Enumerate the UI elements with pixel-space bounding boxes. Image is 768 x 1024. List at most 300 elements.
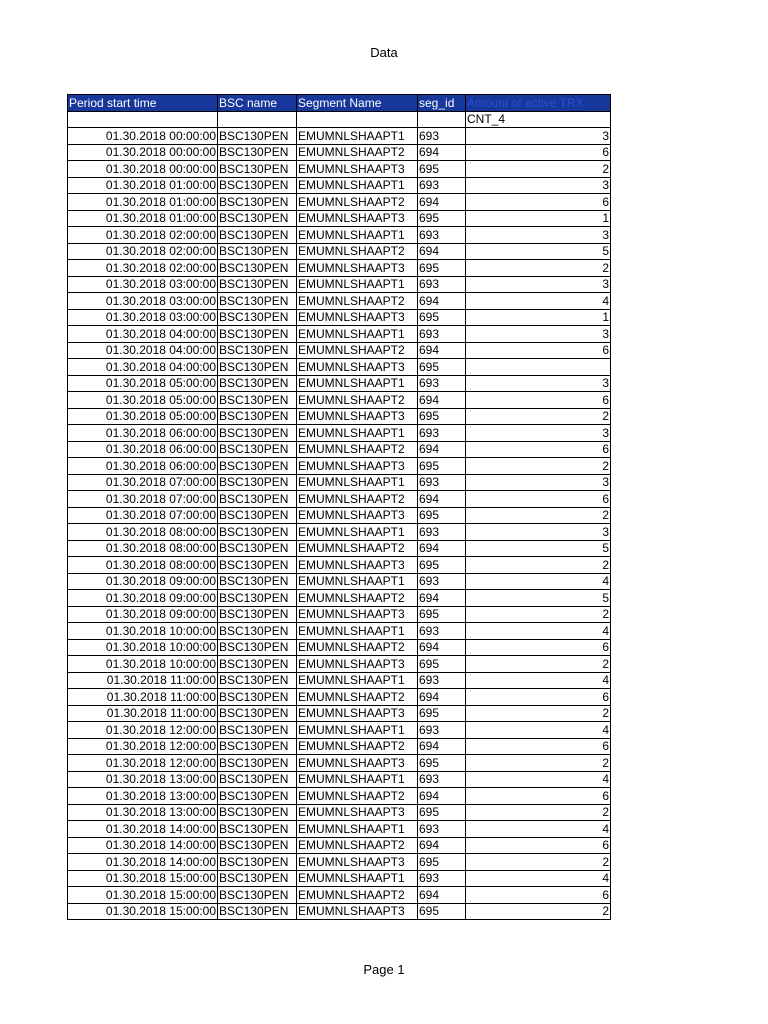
segment-name-cell: EMUMNLSHAAPT3 — [297, 359, 418, 376]
bsc-name-cell: BSC130PEN — [218, 804, 297, 821]
segment-name-cell: EMUMNLSHAAPT1 — [297, 722, 418, 739]
bsc-name-cell: BSC130PEN — [218, 194, 297, 211]
segment-name-cell: EMUMNLSHAAPT2 — [297, 441, 418, 458]
bsc-name-cell: BSC130PEN — [218, 491, 297, 508]
column-header-seg-id: seg_id — [418, 95, 466, 112]
bsc-name-cell: BSC130PEN — [218, 293, 297, 310]
table-row — [68, 408, 611, 425]
period-start-time-cell: 01.30.2018 10:00:00 — [68, 656, 218, 673]
table-row — [68, 590, 611, 607]
seg-id-cell: 695 — [418, 705, 466, 722]
active-trx-cell: 2 — [466, 656, 611, 673]
period-start-time-cell: 01.30.2018 13:00:00 — [68, 788, 218, 805]
period-start-time-cell: 01.30.2018 13:00:00 — [68, 804, 218, 821]
segment-name-cell: EMUMNLSHAAPT1 — [297, 623, 418, 640]
period-start-time-cell: 01.30.2018 06:00:00 — [68, 425, 218, 442]
table-row — [68, 342, 611, 359]
segment-name-cell: EMUMNLSHAAPT1 — [297, 524, 418, 541]
seg-id-cell: 695 — [418, 161, 466, 178]
bsc-name-cell: BSC130PEN — [218, 161, 297, 178]
active-trx-cell: 3 — [466, 326, 611, 343]
period-start-time-cell: 01.30.2018 05:00:00 — [68, 408, 218, 425]
bsc-name-cell: BSC130PEN — [218, 540, 297, 557]
bsc-name-cell: BSC130PEN — [218, 458, 297, 475]
period-start-time-cell: 01.30.2018 04:00:00 — [68, 359, 218, 376]
table-row — [68, 722, 611, 739]
bsc-name-cell: BSC130PEN — [218, 342, 297, 359]
table-row — [68, 837, 611, 854]
bsc-name-cell: BSC130PEN — [218, 573, 297, 590]
segment-name-cell: EMUMNLSHAAPT2 — [297, 392, 418, 409]
table-row — [68, 441, 611, 458]
active-trx-cell: 1 — [466, 309, 611, 326]
segment-name-cell: EMUMNLSHAAPT1 — [297, 227, 418, 244]
table-row — [68, 804, 611, 821]
segment-name-cell: EMUMNLSHAAPT2 — [297, 590, 418, 607]
table-row — [68, 375, 611, 392]
period-start-time-cell: 01.30.2018 15:00:00 — [68, 903, 218, 920]
active-trx-cell: 6 — [466, 491, 611, 508]
period-start-time-cell: 01.30.2018 12:00:00 — [68, 722, 218, 739]
column-header-period-start-time: Period start time — [68, 95, 218, 112]
active-trx-cell: 4 — [466, 672, 611, 689]
active-trx-cell: 4 — [466, 293, 611, 310]
bsc-name-cell: BSC130PEN — [218, 788, 297, 805]
seg-id-cell: 693 — [418, 177, 466, 194]
period-start-time-cell: 01.30.2018 00:00:00 — [68, 144, 218, 161]
active-trx-cell: 2 — [466, 161, 611, 178]
table-row — [68, 705, 611, 722]
seg-id-cell: 693 — [418, 425, 466, 442]
active-trx-cell: 2 — [466, 606, 611, 623]
active-trx-cell: 2 — [466, 755, 611, 772]
column-header-amount-active-trx: Amount of active TRX — [466, 95, 611, 112]
seg-id-cell: 693 — [418, 276, 466, 293]
segment-name-cell: EMUMNLSHAAPT1 — [297, 672, 418, 689]
bsc-name-cell: BSC130PEN — [218, 623, 297, 640]
period-start-time-cell: 01.30.2018 12:00:00 — [68, 755, 218, 772]
period-start-time-cell: 01.30.2018 06:00:00 — [68, 441, 218, 458]
active-trx-cell: 2 — [466, 804, 611, 821]
active-trx-cell — [466, 359, 611, 376]
table-row — [68, 326, 611, 343]
bsc-name-cell: BSC130PEN — [218, 903, 297, 920]
table-row — [68, 507, 611, 524]
bsc-name-cell: BSC130PEN — [218, 821, 297, 838]
seg-id-cell: 694 — [418, 639, 466, 656]
seg-id-cell: 695 — [418, 804, 466, 821]
table-row — [68, 821, 611, 838]
seg-id-cell: 694 — [418, 342, 466, 359]
period-start-time-cell: 01.30.2018 03:00:00 — [68, 293, 218, 310]
period-start-time-cell: 01.30.2018 00:00:00 — [68, 128, 218, 145]
period-start-time-cell: 01.30.2018 05:00:00 — [68, 392, 218, 409]
table-row — [68, 194, 611, 211]
seg-id-cell: 694 — [418, 837, 466, 854]
segment-name-cell: EMUMNLSHAAPT2 — [297, 738, 418, 755]
table-row — [68, 425, 611, 442]
seg-id-cell: 695 — [418, 458, 466, 475]
segment-name-cell: EMUMNLSHAAPT1 — [297, 276, 418, 293]
segment-name-cell: EMUMNLSHAAPT1 — [297, 870, 418, 887]
seg-id-cell: 693 — [418, 128, 466, 145]
period-start-time-cell: 01.30.2018 01:00:00 — [68, 194, 218, 211]
segment-name-cell: EMUMNLSHAAPT1 — [297, 128, 418, 145]
period-start-time-cell: 01.30.2018 01:00:00 — [68, 177, 218, 194]
segment-name-cell: EMUMNLSHAAPT1 — [297, 821, 418, 838]
segment-name-cell: EMUMNLSHAAPT1 — [297, 573, 418, 590]
active-trx-cell: 3 — [466, 276, 611, 293]
table-row — [68, 491, 611, 508]
page-footer: Page 1 — [363, 962, 405, 977]
bsc-name-cell: BSC130PEN — [218, 656, 297, 673]
active-trx-cell: 2 — [466, 557, 611, 574]
bsc-name-cell: BSC130PEN — [218, 606, 297, 623]
active-trx-cell: 6 — [466, 392, 611, 409]
active-trx-cell: 6 — [466, 639, 611, 656]
segment-name-cell: EMUMNLSHAAPT2 — [297, 194, 418, 211]
bsc-name-cell: BSC130PEN — [218, 260, 297, 277]
subheader-cell-cnt: CNT_4 — [466, 111, 611, 128]
segment-name-cell: EMUMNLSHAAPT3 — [297, 606, 418, 623]
table-row — [68, 359, 611, 376]
segment-name-cell: EMUMNLSHAAPT3 — [297, 260, 418, 277]
table-row — [68, 887, 611, 904]
period-start-time-cell: 01.30.2018 08:00:00 — [68, 557, 218, 574]
seg-id-cell: 694 — [418, 144, 466, 161]
table-row — [68, 854, 611, 871]
bsc-name-cell: BSC130PEN — [218, 870, 297, 887]
segment-name-cell: EMUMNLSHAAPT3 — [297, 408, 418, 425]
seg-id-cell: 693 — [418, 375, 466, 392]
table-row — [68, 606, 611, 623]
table-row — [68, 474, 611, 491]
column-header-segment-name: Segment Name — [297, 95, 418, 112]
bsc-name-cell: BSC130PEN — [218, 672, 297, 689]
period-start-time-cell: 01.30.2018 14:00:00 — [68, 821, 218, 838]
bsc-name-cell: BSC130PEN — [218, 474, 297, 491]
active-trx-cell: 6 — [466, 194, 611, 211]
bsc-name-cell: BSC130PEN — [218, 507, 297, 524]
table-row — [68, 210, 611, 227]
active-trx-cell: 5 — [466, 243, 611, 260]
seg-id-cell: 694 — [418, 738, 466, 755]
bsc-name-cell: BSC130PEN — [218, 557, 297, 574]
bsc-name-cell: BSC130PEN — [218, 177, 297, 194]
active-trx-cell: 3 — [466, 128, 611, 145]
period-start-time-cell: 01.30.2018 08:00:00 — [68, 524, 218, 541]
active-trx-cell: 4 — [466, 870, 611, 887]
period-start-time-cell: 01.30.2018 06:00:00 — [68, 458, 218, 475]
segment-name-cell: EMUMNLSHAAPT2 — [297, 342, 418, 359]
period-start-time-cell: 01.30.2018 04:00:00 — [68, 326, 218, 343]
segment-name-cell: EMUMNLSHAAPT2 — [297, 837, 418, 854]
seg-id-cell: 695 — [418, 656, 466, 673]
segment-name-cell: EMUMNLSHAAPT3 — [297, 854, 418, 871]
period-start-time-cell: 01.30.2018 12:00:00 — [68, 738, 218, 755]
period-start-time-cell: 01.30.2018 05:00:00 — [68, 375, 218, 392]
table-row — [68, 128, 611, 145]
table-row — [68, 656, 611, 673]
active-trx-cell: 2 — [466, 507, 611, 524]
table-row — [68, 227, 611, 244]
subheader-row — [68, 111, 611, 128]
segment-name-cell: EMUMNLSHAAPT3 — [297, 804, 418, 821]
seg-id-cell: 694 — [418, 441, 466, 458]
table-row — [68, 870, 611, 887]
table-row — [68, 309, 611, 326]
bsc-name-cell: BSC130PEN — [218, 771, 297, 788]
table-row — [68, 738, 611, 755]
seg-id-cell: 695 — [418, 359, 466, 376]
table-row — [68, 573, 611, 590]
header-row — [68, 95, 611, 112]
period-start-time-cell: 01.30.2018 09:00:00 — [68, 573, 218, 590]
seg-id-cell: 694 — [418, 243, 466, 260]
seg-id-cell: 695 — [418, 210, 466, 227]
period-start-time-cell: 01.30.2018 02:00:00 — [68, 227, 218, 244]
table-row — [68, 623, 611, 640]
table-row — [68, 276, 611, 293]
segment-name-cell: EMUMNLSHAAPT3 — [297, 161, 418, 178]
seg-id-cell: 694 — [418, 590, 466, 607]
seg-id-cell: 693 — [418, 524, 466, 541]
active-trx-cell: 2 — [466, 903, 611, 920]
table-row — [68, 524, 611, 541]
seg-id-cell: 693 — [418, 326, 466, 343]
seg-id-cell: 695 — [418, 557, 466, 574]
table-row — [68, 540, 611, 557]
active-trx-cell: 4 — [466, 821, 611, 838]
bsc-name-cell: BSC130PEN — [218, 590, 297, 607]
period-start-time-cell: 01.30.2018 14:00:00 — [68, 837, 218, 854]
seg-id-cell: 694 — [418, 887, 466, 904]
segment-name-cell: EMUMNLSHAAPT2 — [297, 491, 418, 508]
seg-id-cell: 694 — [418, 788, 466, 805]
table-row — [68, 788, 611, 805]
period-start-time-cell: 01.30.2018 00:00:00 — [68, 161, 218, 178]
subheader-cell — [297, 111, 418, 128]
seg-id-cell: 695 — [418, 755, 466, 772]
table-row — [68, 392, 611, 409]
period-start-time-cell: 01.30.2018 04:00:00 — [68, 342, 218, 359]
active-trx-cell: 6 — [466, 788, 611, 805]
bsc-name-cell: BSC130PEN — [218, 689, 297, 706]
period-start-time-cell: 01.30.2018 13:00:00 — [68, 771, 218, 788]
period-start-time-cell: 01.30.2018 10:00:00 — [68, 623, 218, 640]
seg-id-cell: 695 — [418, 903, 466, 920]
bsc-name-cell: BSC130PEN — [218, 144, 297, 161]
active-trx-cell: 3 — [466, 474, 611, 491]
bsc-name-cell: BSC130PEN — [218, 326, 297, 343]
table-row — [68, 161, 611, 178]
segment-name-cell: EMUMNLSHAAPT2 — [297, 788, 418, 805]
segment-name-cell: EMUMNLSHAAPT1 — [297, 425, 418, 442]
seg-id-cell: 695 — [418, 507, 466, 524]
active-trx-cell: 3 — [466, 425, 611, 442]
seg-id-cell: 693 — [418, 573, 466, 590]
bsc-name-cell: BSC130PEN — [218, 243, 297, 260]
segment-name-cell: EMUMNLSHAAPT1 — [297, 474, 418, 491]
period-start-time-cell: 01.30.2018 01:00:00 — [68, 210, 218, 227]
segment-name-cell: EMUMNLSHAAPT3 — [297, 507, 418, 524]
active-trx-cell: 6 — [466, 887, 611, 904]
bsc-name-cell: BSC130PEN — [218, 425, 297, 442]
bsc-name-cell: BSC130PEN — [218, 309, 297, 326]
table-row — [68, 672, 611, 689]
active-trx-cell: 6 — [466, 689, 611, 706]
seg-id-cell: 693 — [418, 623, 466, 640]
period-start-time-cell: 01.30.2018 10:00:00 — [68, 639, 218, 656]
active-trx-cell: 1 — [466, 210, 611, 227]
table-row — [68, 903, 611, 920]
bsc-name-cell: BSC130PEN — [218, 837, 297, 854]
segment-name-cell: EMUMNLSHAAPT1 — [297, 771, 418, 788]
table-row — [68, 293, 611, 310]
segment-name-cell: EMUMNLSHAAPT2 — [297, 689, 418, 706]
period-start-time-cell: 01.30.2018 02:00:00 — [68, 260, 218, 277]
active-trx-cell: 2 — [466, 854, 611, 871]
data-table — [67, 94, 611, 920]
active-trx-cell: 2 — [466, 260, 611, 277]
bsc-name-cell: BSC130PEN — [218, 639, 297, 656]
active-trx-cell: 6 — [466, 837, 611, 854]
table-row — [68, 639, 611, 656]
active-trx-cell: 6 — [466, 441, 611, 458]
bsc-name-cell: BSC130PEN — [218, 276, 297, 293]
active-trx-cell: 4 — [466, 722, 611, 739]
table-row — [68, 260, 611, 277]
page-title: Data — [370, 45, 398, 60]
seg-id-cell: 694 — [418, 689, 466, 706]
segment-name-cell: EMUMNLSHAAPT2 — [297, 639, 418, 656]
segment-name-cell: EMUMNLSHAAPT3 — [297, 309, 418, 326]
active-trx-cell: 3 — [466, 375, 611, 392]
segment-name-cell: EMUMNLSHAAPT3 — [297, 557, 418, 574]
subheader-cell — [418, 111, 466, 128]
period-start-time-cell: 01.30.2018 09:00:00 — [68, 606, 218, 623]
seg-id-cell: 693 — [418, 771, 466, 788]
bsc-name-cell: BSC130PEN — [218, 408, 297, 425]
segment-name-cell: EMUMNLSHAAPT2 — [297, 144, 418, 161]
bsc-name-cell: BSC130PEN — [218, 359, 297, 376]
active-trx-cell: 3 — [466, 524, 611, 541]
period-start-time-cell: 01.30.2018 11:00:00 — [68, 705, 218, 722]
seg-id-cell: 695 — [418, 854, 466, 871]
segment-name-cell: EMUMNLSHAAPT2 — [297, 243, 418, 260]
active-trx-cell: 2 — [466, 408, 611, 425]
seg-id-cell: 693 — [418, 672, 466, 689]
seg-id-cell: 693 — [418, 870, 466, 887]
seg-id-cell: 695 — [418, 260, 466, 277]
bsc-name-cell: BSC130PEN — [218, 375, 297, 392]
seg-id-cell: 695 — [418, 408, 466, 425]
active-trx-cell: 4 — [466, 771, 611, 788]
active-trx-cell: 3 — [466, 227, 611, 244]
bsc-name-cell: BSC130PEN — [218, 524, 297, 541]
period-start-time-cell: 01.30.2018 14:00:00 — [68, 854, 218, 871]
active-trx-cell: 4 — [466, 573, 611, 590]
period-start-time-cell: 01.30.2018 08:00:00 — [68, 540, 218, 557]
seg-id-cell: 695 — [418, 606, 466, 623]
period-start-time-cell: 01.30.2018 07:00:00 — [68, 507, 218, 524]
period-start-time-cell: 01.30.2018 11:00:00 — [68, 689, 218, 706]
segment-name-cell: EMUMNLSHAAPT2 — [297, 887, 418, 904]
bsc-name-cell: BSC130PEN — [218, 705, 297, 722]
active-trx-cell: 6 — [466, 738, 611, 755]
segment-name-cell: EMUMNLSHAAPT3 — [297, 903, 418, 920]
active-trx-cell: 2 — [466, 705, 611, 722]
bsc-name-cell: BSC130PEN — [218, 854, 297, 871]
seg-id-cell: 694 — [418, 491, 466, 508]
seg-id-cell: 693 — [418, 474, 466, 491]
period-start-time-cell: 01.30.2018 03:00:00 — [68, 276, 218, 293]
seg-id-cell: 693 — [418, 821, 466, 838]
subheader-cell — [68, 111, 218, 128]
period-start-time-cell: 01.30.2018 02:00:00 — [68, 243, 218, 260]
active-trx-cell: 6 — [466, 342, 611, 359]
bsc-name-cell: BSC130PEN — [218, 755, 297, 772]
period-start-time-cell: 01.30.2018 03:00:00 — [68, 309, 218, 326]
period-start-time-cell: 01.30.2018 07:00:00 — [68, 491, 218, 508]
seg-id-cell: 694 — [418, 194, 466, 211]
bsc-name-cell: BSC130PEN — [218, 392, 297, 409]
seg-id-cell: 693 — [418, 722, 466, 739]
period-start-time-cell: 01.30.2018 07:00:00 — [68, 474, 218, 491]
period-start-time-cell: 01.30.2018 11:00:00 — [68, 672, 218, 689]
seg-id-cell: 694 — [418, 540, 466, 557]
table-row — [68, 755, 611, 772]
active-trx-cell: 3 — [466, 177, 611, 194]
period-start-time-cell: 01.30.2018 15:00:00 — [68, 887, 218, 904]
segment-name-cell: EMUMNLSHAAPT2 — [297, 540, 418, 557]
segment-name-cell: EMUMNLSHAAPT1 — [297, 326, 418, 343]
segment-name-cell: EMUMNLSHAAPT3 — [297, 705, 418, 722]
segment-name-cell: EMUMNLSHAAPT2 — [297, 293, 418, 310]
seg-id-cell: 695 — [418, 309, 466, 326]
active-trx-cell: 5 — [466, 590, 611, 607]
table-row — [68, 144, 611, 161]
bsc-name-cell: BSC130PEN — [218, 441, 297, 458]
bsc-name-cell: BSC130PEN — [218, 210, 297, 227]
active-trx-cell: 4 — [466, 623, 611, 640]
seg-id-cell: 693 — [418, 227, 466, 244]
bsc-name-cell: BSC130PEN — [218, 128, 297, 145]
segment-name-cell: EMUMNLSHAAPT3 — [297, 755, 418, 772]
bsc-name-cell: BSC130PEN — [218, 738, 297, 755]
period-start-time-cell: 01.30.2018 09:00:00 — [68, 590, 218, 607]
table-row — [68, 177, 611, 194]
active-trx-cell: 5 — [466, 540, 611, 557]
table-row — [68, 771, 611, 788]
bsc-name-cell: BSC130PEN — [218, 722, 297, 739]
bsc-name-cell: BSC130PEN — [218, 887, 297, 904]
segment-name-cell: EMUMNLSHAAPT3 — [297, 656, 418, 673]
column-header-bsc-name: BSC name — [218, 95, 297, 112]
table-body — [68, 128, 611, 920]
seg-id-cell: 694 — [418, 392, 466, 409]
segment-name-cell: EMUMNLSHAAPT1 — [297, 177, 418, 194]
segment-name-cell: EMUMNLSHAAPT3 — [297, 210, 418, 227]
period-start-time-cell: 01.30.2018 15:00:00 — [68, 870, 218, 887]
active-trx-cell: 6 — [466, 144, 611, 161]
table-row — [68, 557, 611, 574]
table-row — [68, 458, 611, 475]
table-row — [68, 689, 611, 706]
bsc-name-cell: BSC130PEN — [218, 227, 297, 244]
segment-name-cell: EMUMNLSHAAPT1 — [297, 375, 418, 392]
segment-name-cell: EMUMNLSHAAPT3 — [297, 458, 418, 475]
